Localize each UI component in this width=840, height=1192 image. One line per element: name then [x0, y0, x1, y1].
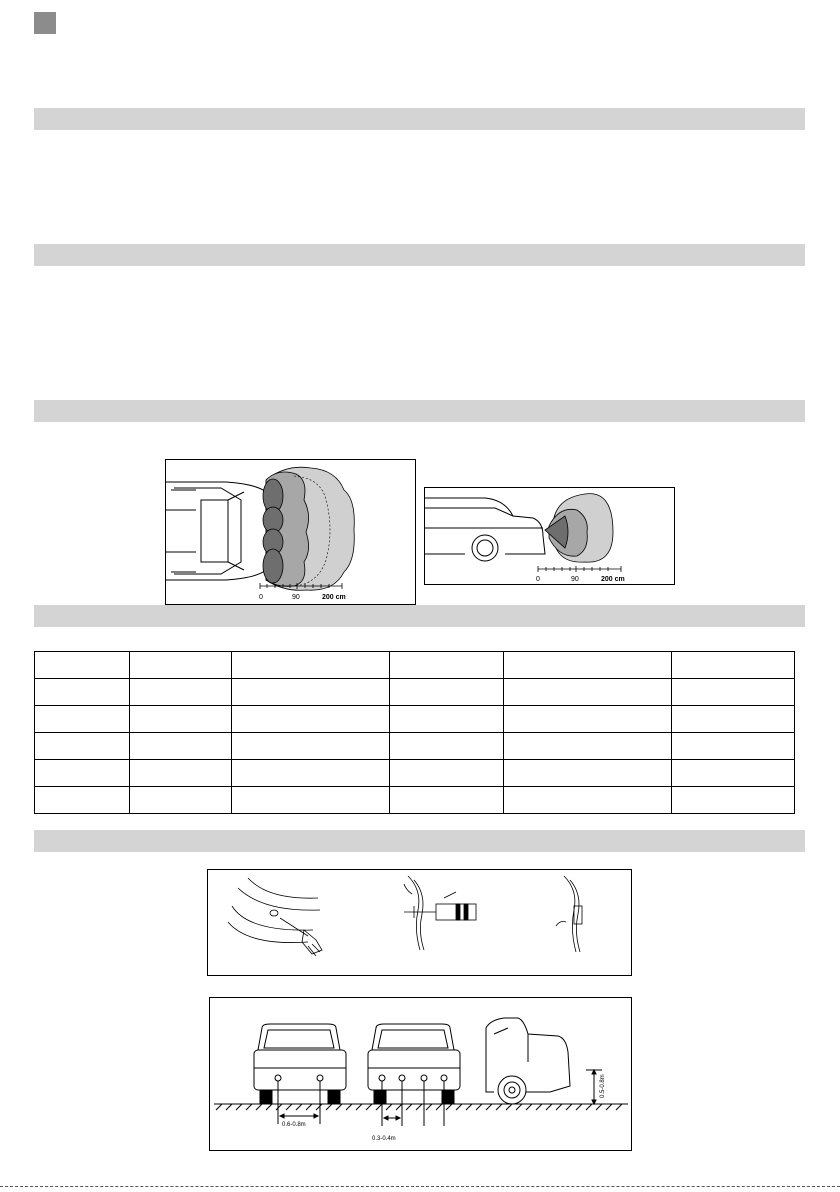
table-cell [35, 760, 130, 787]
table-cell [35, 733, 130, 760]
table-cell [130, 652, 232, 679]
rear-car-two-sensors [254, 1024, 346, 1124]
table-cell [390, 760, 504, 787]
table-cell [390, 733, 504, 760]
table-cell [35, 652, 130, 679]
step-insert-sensor-illustration [404, 876, 476, 950]
table-cell [130, 733, 232, 760]
scale-tick-0: 0 [536, 576, 540, 583]
rear-car-four-sensors [368, 1024, 460, 1126]
section-bar-4 [34, 605, 805, 627]
table-cell [504, 652, 672, 679]
section-bar-2 [34, 244, 805, 266]
table-cell [232, 652, 390, 679]
table-row [35, 679, 795, 706]
car-side-view [425, 498, 545, 561]
step-drill-hole-illustration [228, 878, 322, 956]
spacing-label-four-sensors: 0.3-0.4m [372, 1136, 396, 1142]
scale-tick-200: 200 cm [601, 576, 625, 583]
page-bottom-border [0, 1186, 840, 1187]
table-cell [130, 706, 232, 733]
detection-zones [545, 494, 613, 562]
table-cell [672, 787, 795, 814]
table-cell [504, 733, 672, 760]
height-label: 0.5-0.8m [600, 1074, 606, 1098]
figure-sensor-placement [209, 997, 632, 1151]
table-cell [672, 733, 795, 760]
step-fitted-sensor-illustration [556, 876, 582, 952]
table-cell [130, 760, 232, 787]
table-cell [504, 760, 672, 787]
table-row [35, 787, 795, 814]
figure-install-steps [207, 869, 632, 976]
table-cell [35, 679, 130, 706]
table-cell [504, 787, 672, 814]
table-row [35, 652, 795, 679]
table-cell [232, 706, 390, 733]
table-row [35, 760, 795, 787]
spec-table [34, 651, 795, 814]
table-cell [672, 679, 795, 706]
scale-tick-0: 0 [259, 594, 263, 601]
scale-tick-90: 90 [571, 576, 579, 583]
table-cell [672, 706, 795, 733]
side-car-height [486, 1018, 602, 1104]
figure-side-view-coverage [424, 487, 675, 585]
table-cell [390, 706, 504, 733]
table-row [35, 733, 795, 760]
table-cell [390, 652, 504, 679]
table-cell [232, 760, 390, 787]
ground-line [214, 1104, 628, 1110]
table-row [35, 706, 795, 733]
table-cell [504, 706, 672, 733]
section-bar-5 [34, 830, 805, 852]
table-cell [232, 733, 390, 760]
table-cell [130, 679, 232, 706]
corner-marker [34, 12, 56, 34]
detection-zones [263, 467, 354, 590]
distance-scale [538, 566, 621, 572]
figure-top-view-coverage [165, 459, 416, 605]
table-cell [35, 706, 130, 733]
section-bar-1 [34, 108, 805, 130]
scale-tick-200: 200 cm [322, 594, 346, 601]
table-cell [130, 787, 232, 814]
car-top-view [166, 482, 266, 580]
scale-tick-90: 90 [292, 594, 300, 601]
spacing-label-two-sensors: 0.6-0.8m [282, 1122, 306, 1128]
table-cell [672, 652, 795, 679]
table-cell [232, 679, 390, 706]
table-cell [232, 787, 390, 814]
table-cell [35, 787, 130, 814]
table-cell [390, 787, 504, 814]
table-cell [672, 760, 795, 787]
section-bar-3 [34, 400, 805, 422]
table-cell [390, 679, 504, 706]
table-cell [504, 679, 672, 706]
